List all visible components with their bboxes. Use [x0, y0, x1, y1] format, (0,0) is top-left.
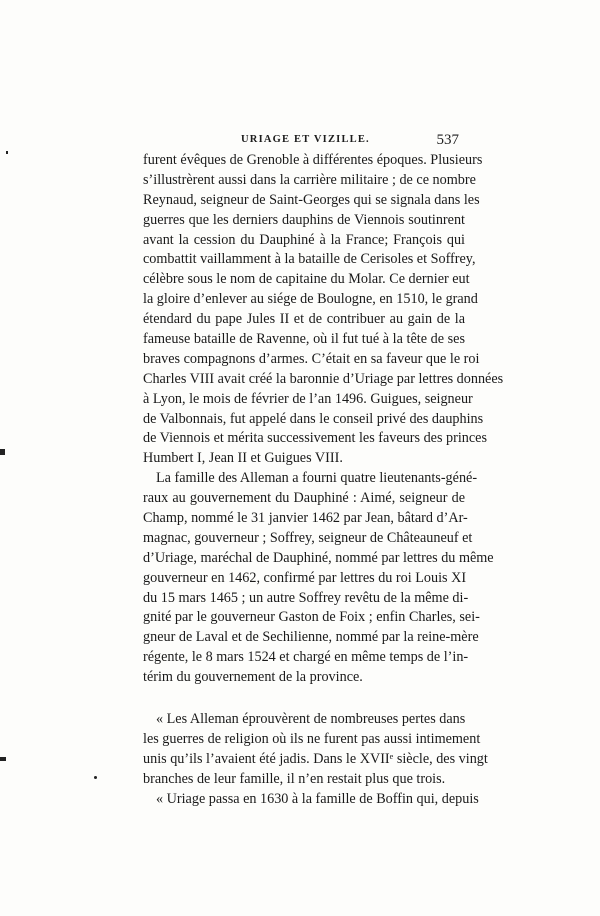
- text-line: fameuse bataille de Ravenne, où il fut tué à la tête de ses: [143, 331, 465, 348]
- text-line: Reynaud, seigneur de Saint-Georges qui se signala dans les: [143, 191, 480, 208]
- text-line: unis qu’ils l’avaient été jadis. Dans le XVIIᵉ siècle, des vingt: [143, 750, 488, 767]
- text-line: célèbre sous le nom de capitaine du Molar. Ce dernier eut: [143, 271, 470, 288]
- text-line: furent évêques de Grenoble à différentes époques. Plusieurs: [143, 152, 483, 168]
- running-title: URIAGE ET VIZILLE.: [241, 134, 370, 145]
- text-line: « Les Alleman éprouvèrent de nombreuses pertes dans: [156, 711, 466, 728]
- margin-speck: [6, 151, 8, 154]
- text-line: gneur de Laval et de Sechilienne, nommé par la reine-mère: [143, 629, 479, 646]
- margin-speck: [0, 757, 6, 761]
- text-line: combattit vaillamment à la bataille de Cerisoles et Soffrey,: [143, 251, 476, 268]
- text-line: s’illustrèrent aussi dans la carrière militaire ; de ce nombre: [143, 171, 476, 188]
- text-line: « Uriage passa en 1630 à la famille de Boffin qui, depuis: [156, 790, 479, 807]
- text-line: étendard du pape Jules II et de contribuer au gain de la: [143, 311, 465, 328]
- margin-speck: [94, 776, 97, 779]
- text-line: braves compagnons d’armes. C’était en sa faveur que le roi: [143, 350, 480, 367]
- text-line: Champ, nommé le 31 janvier 1462 par Jean, bâtard d’Ar-: [143, 510, 468, 527]
- page-header: [143, 134, 461, 152]
- text-line: Humbert I, Jean II et Guigues VIII.: [143, 450, 343, 467]
- text-line: d’Uriage, maréchal de Dauphiné, nommé par lettres du même: [143, 549, 494, 566]
- body-text: [143, 151, 504, 810]
- text-line: La famille des Alleman a fourni quatre lieutenants-géné-: [156, 470, 478, 487]
- paragraph-gap: [143, 688, 465, 710]
- text-line: Charles VIII avait créé la baronnie d’Uriage par lettres données: [143, 370, 504, 387]
- text-line: raux au gouvernement du Dauphiné : Aimé, seigneur de: [143, 490, 465, 507]
- text-line: magnac, gouverneur ; Soffrey, seigneur de Châteauneuf et: [143, 529, 473, 546]
- text-line: avant la cession du Dauphiné à la France; François qui: [143, 231, 465, 248]
- text-line: de Valbonnais, fut appelé dans le conseil privé des dauphins: [143, 410, 484, 427]
- text-line: les guerres de religion où ils ne furent pas aussi intimement: [143, 730, 481, 747]
- text-line: de Viennois et mérita successivement les faveurs des princes: [143, 430, 488, 447]
- text-line: guerres que les derniers dauphins de Viennois soutinrent: [143, 211, 465, 228]
- text-line: à Lyon, le mois de février de l’an 1496. Guigues, seigneur: [143, 390, 473, 407]
- text-line: du 15 mars 1465 ; un autre Soffrey revêtu de la même di-: [143, 589, 469, 606]
- text-line: la gloire d’enlever au siége de Boulogne, en 1510, le grand: [143, 291, 478, 308]
- text-line: gouverneur en 1462, confirmé par lettres du roi Louis XI: [143, 569, 467, 586]
- margin-speck: [0, 449, 5, 455]
- text-line: gnité par le gouverneur Gaston de Foix ; enfin Charles, sei-: [143, 609, 480, 626]
- page-number: 537: [436, 132, 459, 148]
- text-line: térim du gouvernement de la province.: [143, 669, 363, 686]
- text-line: régente, le 8 mars 1524 et chargé en même temps de l’in-: [143, 649, 469, 666]
- text-line: branches de leur famille, il n’en restait plus que trois.: [143, 770, 446, 787]
